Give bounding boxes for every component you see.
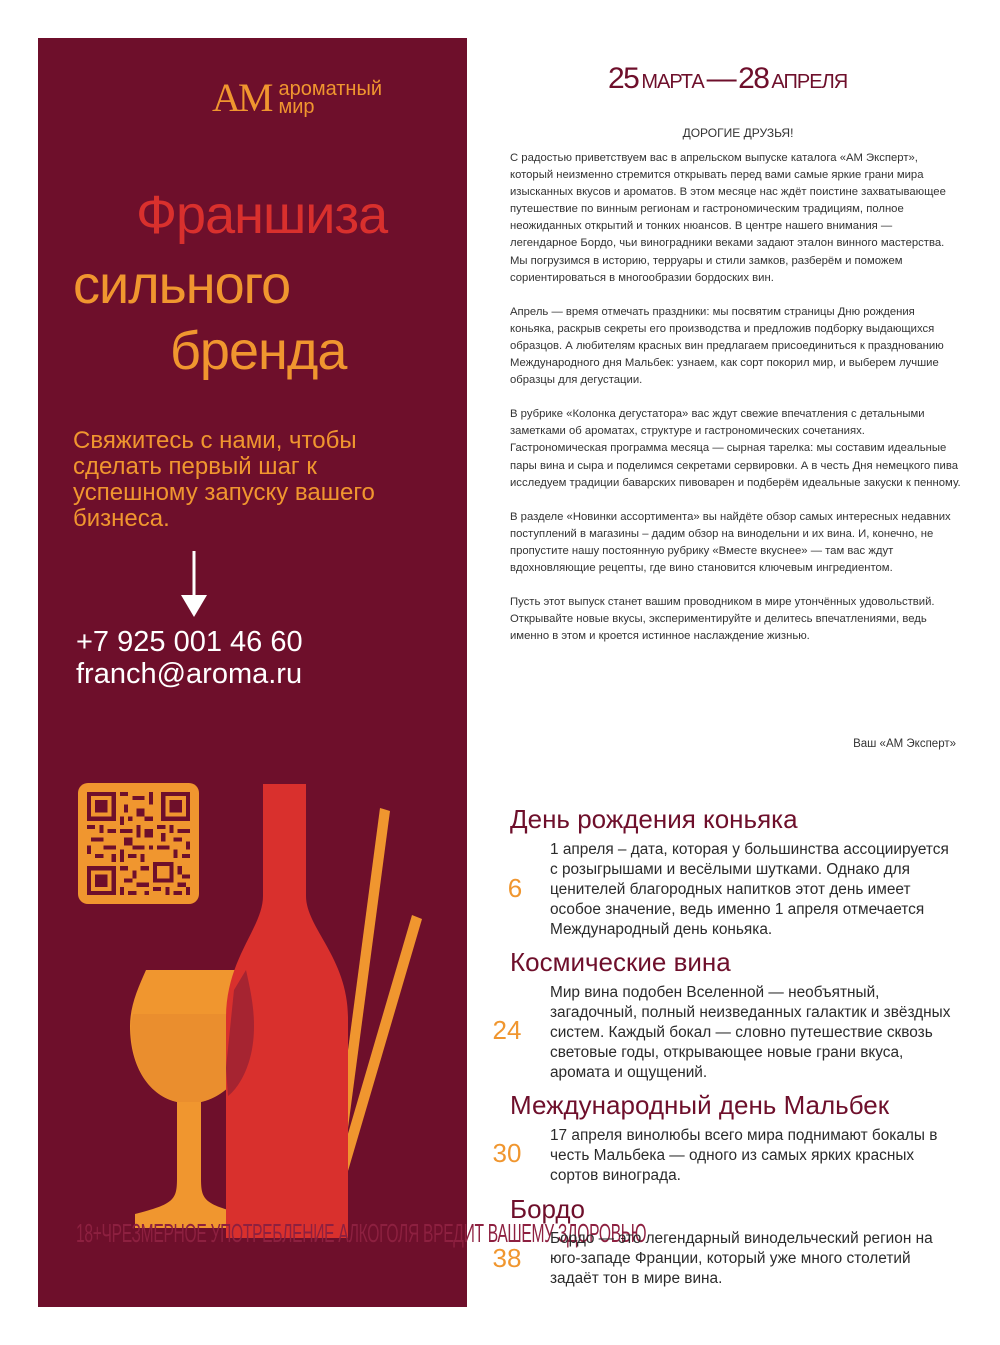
letter-greeting: ДОРОГИЕ ДРУЗЬЯ! (682, 126, 794, 140)
issue-dates (608, 62, 847, 96)
ad-headline-line-1: Франшиза (136, 185, 388, 245)
letter-paragraph: Пусть этот выпуск станет вашим проводником в мире утончённых удовольствий. Открывайте новые вкусы, экспериментируйте и делитесь впечатлениями, ведь именно в этом и кроется истинное наслаждение жизнью. (510, 596, 935, 643)
toc-page-cognac[interactable]: 6 (507, 873, 523, 903)
date-start-month: МАРТА (641, 71, 704, 93)
email-link[interactable]: franch@aroma.ru (76, 658, 303, 690)
toc-title-bordeaux[interactable]: Бордо (510, 1194, 586, 1224)
ad-headline-line-3: бренда (170, 321, 347, 381)
letter-signature: Ваш «АМ Эксперт» (853, 738, 956, 750)
health-warning: 18+ЧРЕЗМЕРНОЕ УПОТРЕБЛЕНИЕ АЛКОГОЛЯ ВРЕДИТ ВАШЕМУ ЗДОРОВЬЮ (76, 1218, 647, 1248)
editorial-letter (510, 150, 962, 662)
letter-paragraph: В рубрике «Колонка дегустатора» вас ждут свежие впечатления с детальными заметками об ароматах, структуре и гастрономических сочетаниях. Гастрономическая программа месяца — сырная тарелка: мы составим идеальные пары вина и сыра и поделимся секретами сервировки. А в честь Дня немецкого пива исследуем традиции баварских пивоварен и подберём идеальные закуски к пенному. (510, 408, 961, 489)
toc-page-malbec[interactable]: 30 (492, 1138, 522, 1168)
letter-paragraph: Апрель — время отмечать праздники: мы посвятим страницы Дню рождения коньяка, раскрыв секреты его производства и предложив подборку выдающихся образцов. А любителям красных вин предлагаем присоединиться к празднованию Международного дня Мальбек: узнаем, как сорт покорил мир, и выберем лучшие образцы для дегустации. (510, 305, 944, 387)
arrow-down-icon (178, 551, 210, 619)
date-end-month: АПРЕЛЯ (771, 71, 848, 93)
date-end-day: 28 (738, 62, 769, 95)
letter-paragraph: С радостью приветствуем вас в апрельском выпуске каталога «АМ Эксперт», который неизменно стремится открывать перед вами самые яркие грани мира изысканных вкусов и ароматов. В этом месяце нас ждёт поистине захватывающее путешествие по винным регионам и гастрономическим традициям, полное неожиданных открытий и тонких нюансов. В центре нашего внимания — легендарное Бордо, чьи виноградники веками задают эталон винного мастерства. Мы погрузимся в историю, терруары и стили замков, разберём и поможем сориентироваться в многообразии бордоских вин. (510, 152, 946, 284)
logo-text (278, 80, 382, 116)
toc-page-cosmic-wines[interactable]: 24 (492, 1015, 522, 1045)
ad-headline-line-2: сильного (73, 255, 291, 315)
brand-logo (212, 75, 383, 120)
toc-title-cosmic-wines[interactable]: Космические вина (510, 947, 731, 977)
date-start-day: 25 (608, 62, 639, 95)
logo-line-2: мир (278, 96, 315, 118)
phone-link[interactable]: +7 925 001 46 60 (76, 626, 303, 658)
toc-desc-cosmic-wines: Мир вина подобен Вселенной — необъятный, загадочный, полный неизведанных галактик и звёздных систем. Каждый бокал — словно путешествие сквозь световые годы, открывающее новые грани вкуса, аромата и ощущений. (550, 984, 951, 1081)
toc-page-bordeaux[interactable]: 38 (492, 1243, 522, 1273)
logo-line-1: ароматный (278, 78, 383, 100)
toc-title-malbec[interactable]: Международный день Мальбек (510, 1090, 890, 1120)
contact-invitation: Свяжитесь с нами, чтобы сделать первый шаг к успешному запуску вашего бизнеса. (73, 427, 375, 532)
date-dash: — (706, 62, 736, 95)
wine-illustration (38, 768, 467, 1268)
toc-desc-cognac: 1 апреля – дата, которая у большинства ассоциируется с розыгрышами и весёлыми шутками. Однако для ценителей благородных напитков этот день имеет особое значение, ведь именно 1 апреля отмечается Международный день коньяка. (550, 841, 949, 938)
toc-desc-malbec: 17 апреля винолюбы всего мира поднимают бокалы в честь Мальбека — одного из самых ярких красных сортов винограда. (550, 1127, 938, 1184)
logo-mark: АМ (212, 75, 271, 120)
letter-paragraph: В разделе «Новинки ассортимента» вы найдёте обзор самых интересных недавних поступлений в магазины – дадим обзор на винодельни и их вина. И, конечно, не пропустите нашу постоянную рубрику «Вместе вкуснее» — там вас ждут вдохновляющие рецепты, где вино становится ключевым ингредиентом. (510, 510, 951, 574)
toc-desc-bordeaux: Бордо — это легендарный винодельческий регион на юго-западе Франции, который уже много столетий задаёт тон в мире вина. (550, 1230, 933, 1287)
toc-title-cognac[interactable]: День рождения коньяка (510, 804, 798, 834)
